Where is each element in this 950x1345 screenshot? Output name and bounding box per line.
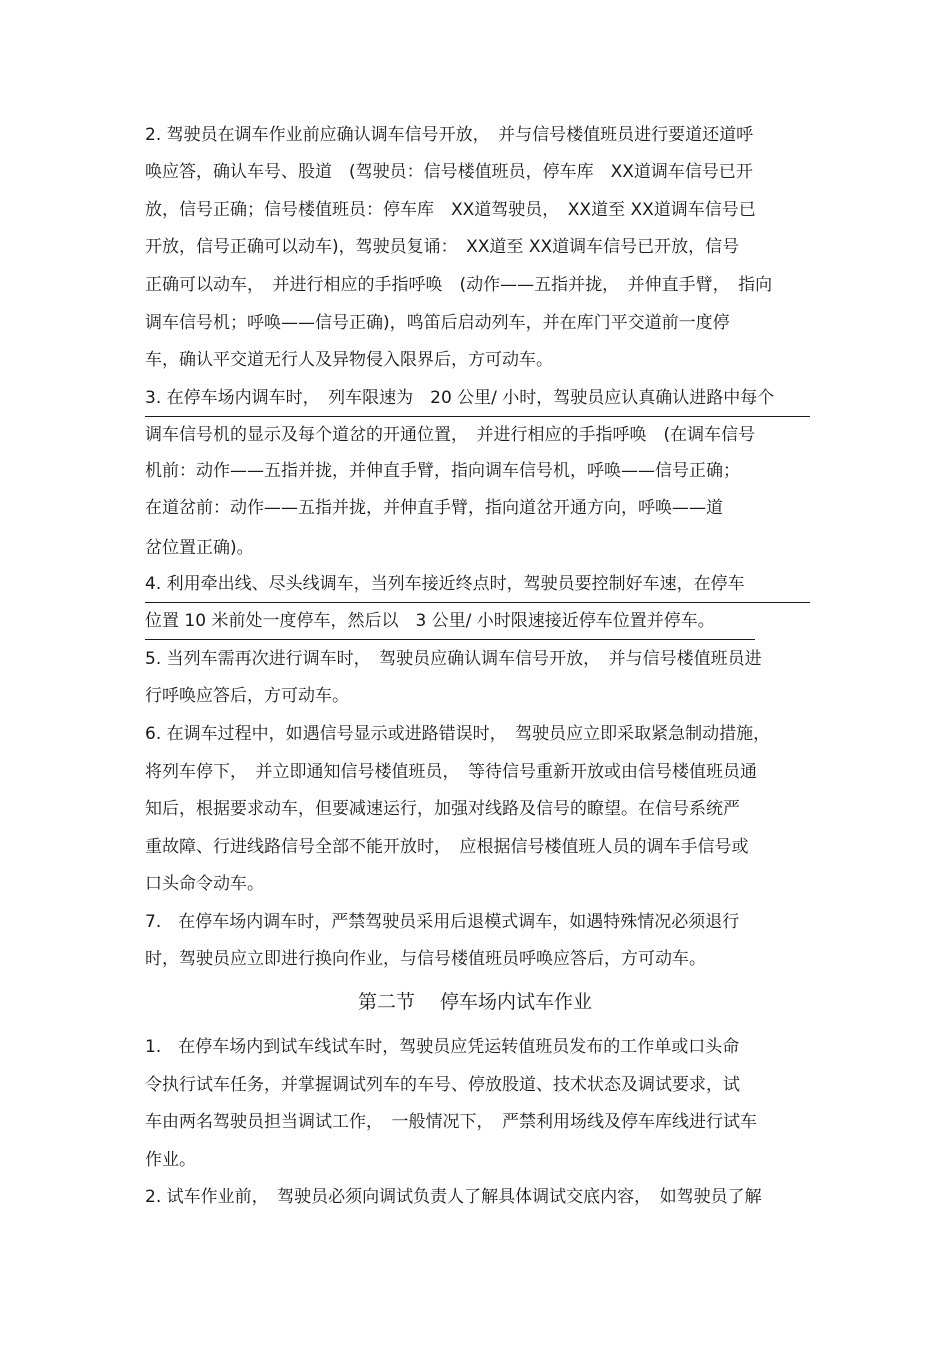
text-line: 口头命令动车。 [145, 874, 264, 894]
text-line: 岔位置正确)。 [145, 538, 254, 558]
underlined-text-line: 4. 利用牵出线、尽头线调车，当列车接近终点时，驾驶员要控制好车速，在停车 [145, 566, 810, 603]
text-line: 机前：动作——五指并拢，并伸直手臂，指向调车信号机，呼唤——信号正确； [145, 461, 740, 481]
text-line: 调车信号机的显示及每个道岔的开通位置， 并进行相应的手指呼唤 (在调车信号 [145, 425, 756, 445]
text-line: 车由两名驾驶员担当调试工作， 一般情况下， 严禁利用场线及停车库线进行试车 [145, 1112, 757, 1132]
text-line: 5. 当列车需再次进行调车时， 驾驶员应确认调车信号开放， 并与信号楼值班员进 [145, 649, 762, 669]
text-line: 放，信号正确；信号楼值班员：停车库 XX道驾驶员， XX道至 XX道调车信号已 [145, 200, 756, 220]
text-line: 令执行试车任务，并掌握调试列车的车号、停放股道、技术状态及调试要求，试 [145, 1075, 740, 1095]
text-line: 时，驾驶员应立即进行换向作业，与信号楼值班员呼唤应答后，方可动车。 [145, 949, 706, 969]
text-line: 作业。 [145, 1150, 196, 1170]
text-line: 行呼唤应答后，方可动车。 [145, 686, 349, 706]
text-line: 调车信号机；呼唤——信号正确)，鸣笛后启动列车，并在库门平交道前一度停 [145, 313, 730, 333]
text-line: 6. 在调车过程中，如遇信号显示或进路错误时， 驾驶员应立即采取紧急制动措施， [145, 724, 771, 744]
text-line: 开放，信号正确可以动车)，驾驶员复诵： XX道至 XX道调车信号已开放，信号 [145, 237, 740, 257]
text-line: 唤应答，确认车号、股道 (驾驶员：信号楼值班员，停车库 XX道调车信号已开 [145, 162, 753, 182]
text-line: 2. 试车作业前， 驾驶员必须向调试负责人了解具体调试交底内容， 如驾驶员了解 [145, 1187, 762, 1207]
section-heading: 第二节 停车场内试车作业 [357, 991, 593, 1013]
text-line: 车，确认平交道无行人及异物侵入限界后，方可动车。 [145, 350, 553, 370]
text-line: 7. 在停车场内调车时，严禁驾驶员采用后退模式调车，如遇特殊情况必须退行 [145, 912, 740, 932]
underlined-text-line: 位置 10 米前处一度停车，然后以 3 公里/ 小时限速接近停车位置并停车。 [145, 603, 755, 640]
text-line: 在道岔前：动作——五指并拢，并伸直手臂，指向道岔开通方向，呼唤——道 [145, 498, 723, 518]
underlined-text-line: 3. 在停车场内调车时， 列车限速为 20 公里/ 小时，驾驶员应认真确认进路中每个 [145, 380, 810, 417]
text-line: 将列车停下， 并立即通知信号楼值班员， 等待信号重新开放或由信号楼值班员通 [145, 762, 757, 782]
text-line: 1. 在停车场内到试车线试车时，驾驶员应凭运转值班员发布的工作单或口头命 [145, 1037, 740, 1057]
text-line: 2. 驾驶员在调车作业前应确认调车信号开放， 并与信号楼值班员进行要道还道呼 [145, 125, 754, 145]
text-line: 正确可以动车， 并进行相应的手指呼唤 (动作——五指并拢， 并伸直手臂， 指向 [145, 275, 773, 295]
text-line: 重故障、行进线路信号全部不能开放时， 应根据信号楼值班人员的调车手信号或 [145, 837, 749, 857]
text-line: 知后，根据要求动车，但要减速运行，加强对线路及信号的瞭望。在信号系统严 [145, 799, 740, 819]
